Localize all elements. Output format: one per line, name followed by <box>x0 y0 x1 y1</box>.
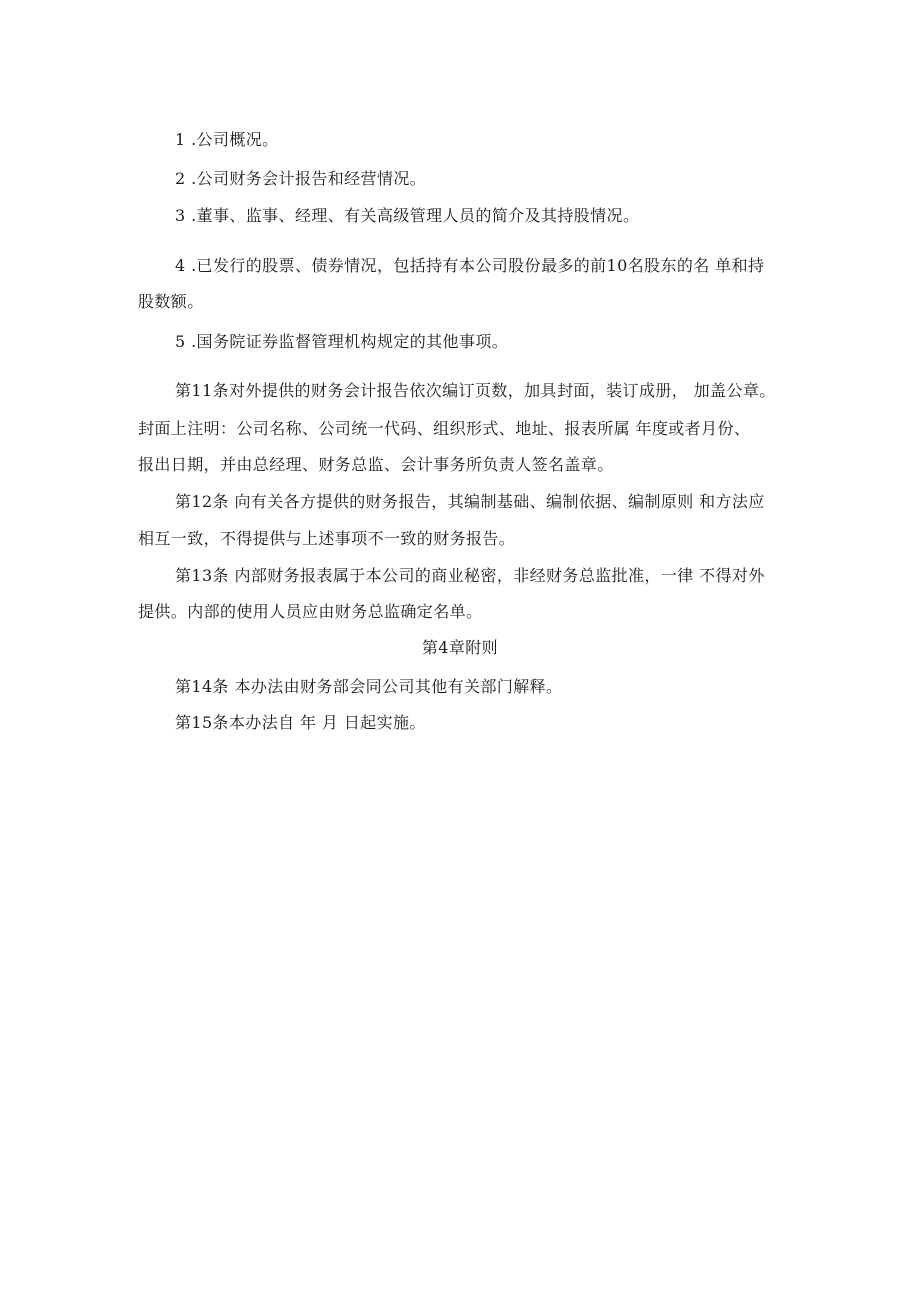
article-14: 第14条 本办法由财务部会同公司其他有关部门解释。 <box>175 677 563 696</box>
chapter-heading: 第4章附则 <box>421 638 499 657</box>
article-12-line-2: 相互一致，不得提供与上述事项不一致的财务报告。 <box>138 529 516 548</box>
article-11-line-2: 封面上注明：公司名称、公司统一代码、组织形式、地址、报表所属 年度或者月份、 <box>138 419 751 438</box>
article-13-line-1: 第13条 内部财务报表属于本公司的商业秘密，非经财务总监批准，一律 不得对外 <box>175 566 765 585</box>
item-5: 5 .国务院证券监督管理机构规定的其他事项。 <box>175 332 509 351</box>
item-2: 2 .公司财务会计报告和经营情况。 <box>175 169 427 188</box>
article-11-line-3: 报出日期，并由总经理、财务总监、会计事务所负责人签名盖章。 <box>138 455 614 474</box>
article-15: 第15条本办法自 年 月 日起实施。 <box>175 713 426 732</box>
article-13-line-2: 提供。内部的使用人员应由财务总监确定名单。 <box>138 602 483 621</box>
item-4-line-2: 股数额。 <box>138 292 204 311</box>
item-4-line-1: 4 .已发行的股票、债券情况，包括持有本公司股份最多的前10名股东的名 单和持 <box>175 256 765 275</box>
item-3: 3 .董事、监事、经理、有关高级管理人员的简介及其持股情况。 <box>175 206 640 225</box>
article-12-line-1: 第12条 向有关各方提供的财务报告，其编制基础、编制依据、编制原则 和方法应 <box>175 492 765 511</box>
item-1: 1 .公司概况。 <box>175 130 279 149</box>
article-11-line-1: 第11条对外提供的财务会计报告依次编订页数，加具封面，装订成册， 加盖公章。 <box>175 381 776 400</box>
